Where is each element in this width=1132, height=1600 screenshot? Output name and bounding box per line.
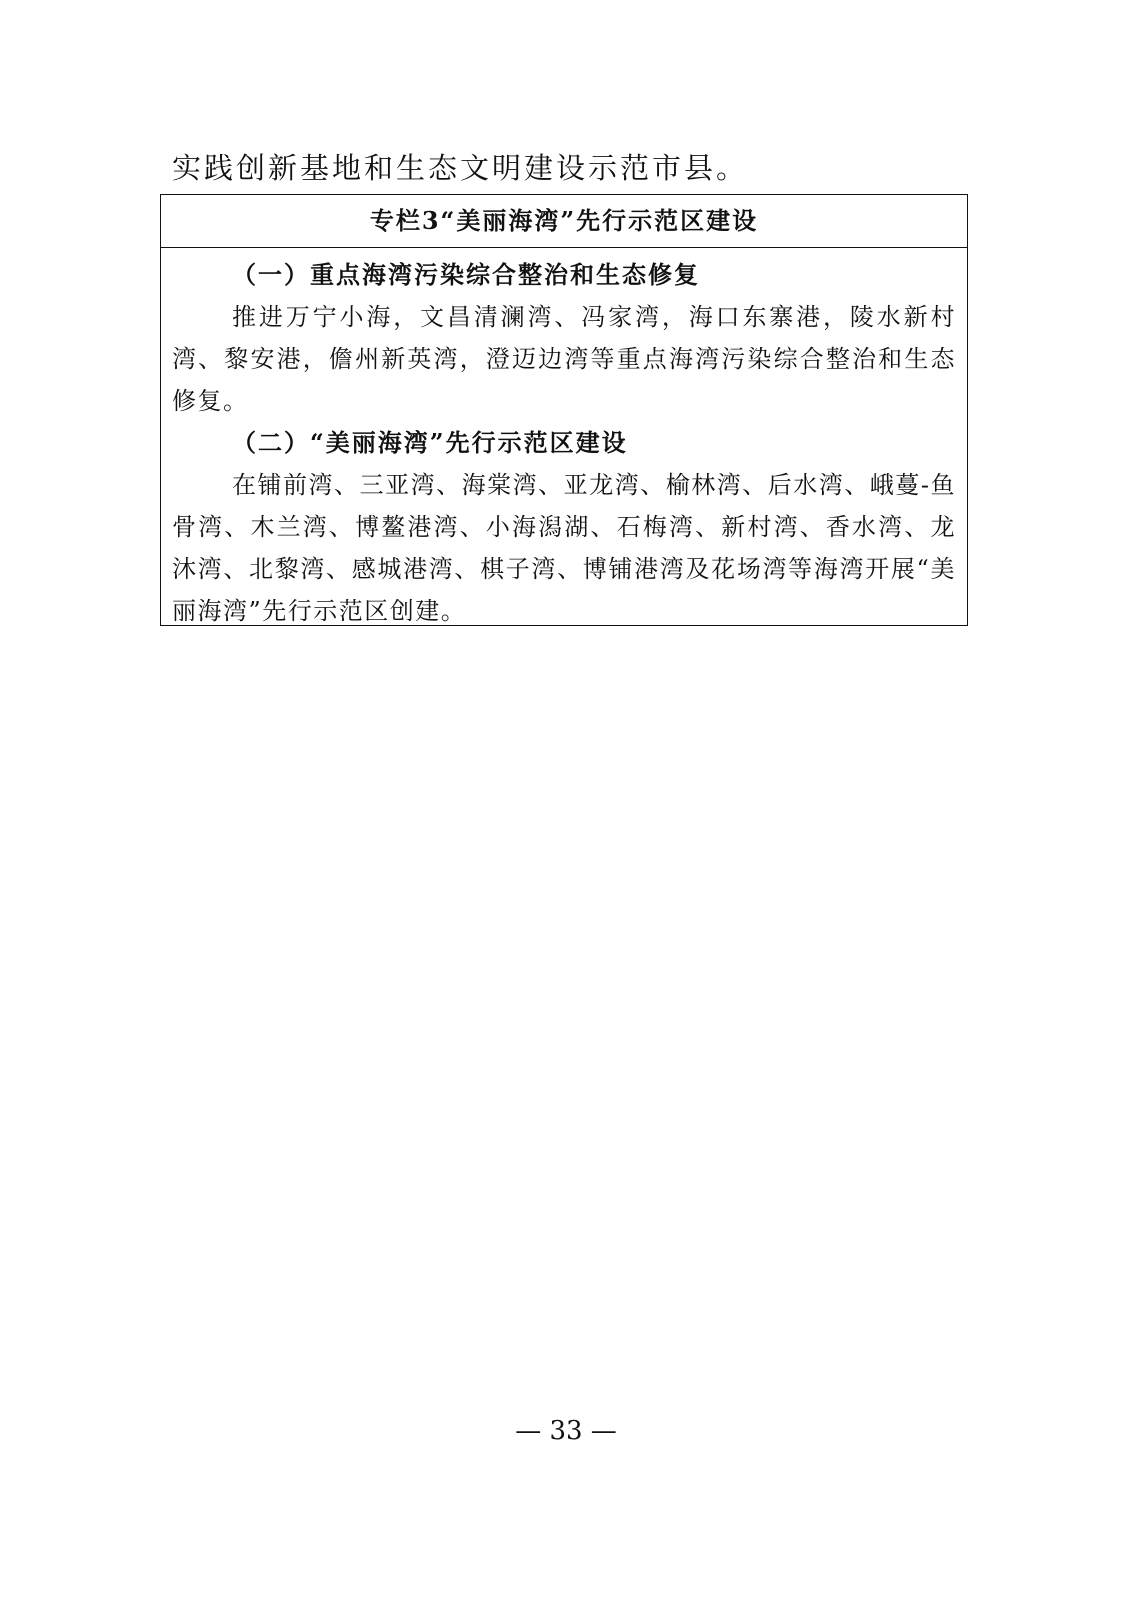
section-body-2: 在铺前湾、三亚湾、海棠湾、亚龙湾、榆林湾、后水湾、峨蔓-鱼骨湾、木兰湾、博鳌港湾、小海潟湖、石梅湾、新村湾、香水湾、龙沐湾、北黎湾、感城港湾、棋子湾、博铺港湾及花场湾等海湾开展“美丽海湾”先行示范区创建。 [172,471,956,625]
special-column-title: 专栏3“美丽海湾”先行示范区建设 [161,195,967,248]
page-number: — 33 — [515,1416,617,1446]
section-heading-1: （一）重点海湾污染综合整治和生态修复 [232,260,700,289]
section-heading-2: （二）“美丽海湾”先行示范区建设 [232,428,628,457]
section-body-1: 推进万宁小海，文昌清澜湾、冯家湾，海口东寨港，陵水新村湾、黎安港，儋州新英湾，澄迈边湾等重点海湾污染综合整治和生态修复。 [172,303,956,415]
carry-over-paragraph: 实践创新基地和生态文明建设示范市县。 [172,151,749,185]
special-column-body [161,248,967,632]
special-column-box [160,194,968,626]
